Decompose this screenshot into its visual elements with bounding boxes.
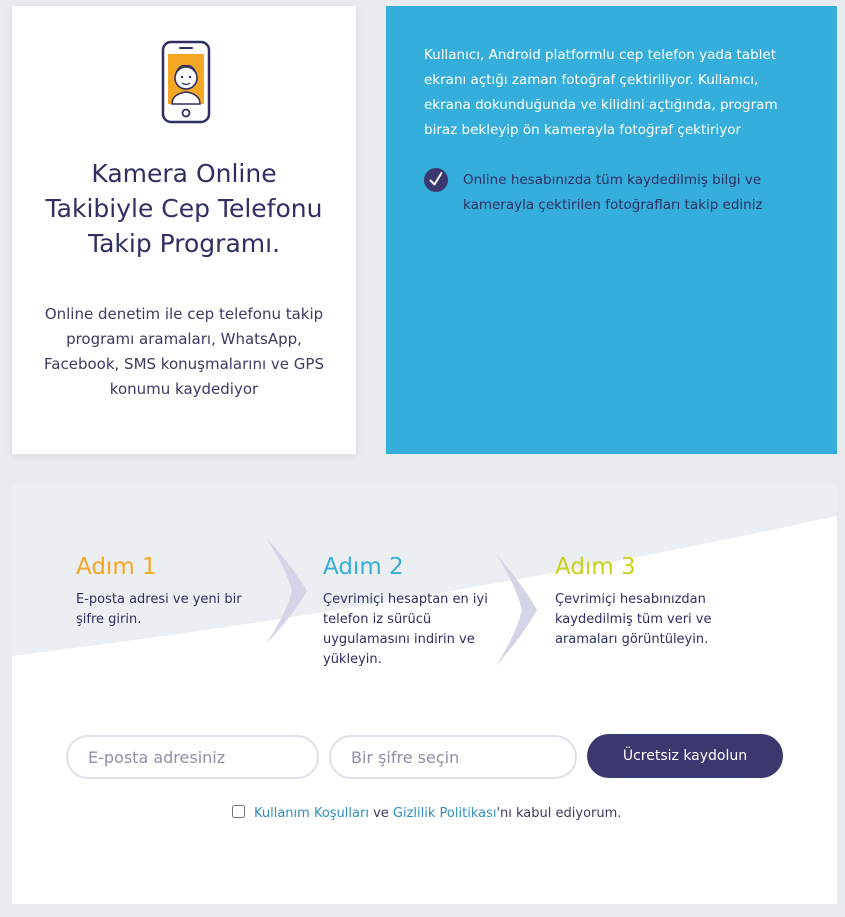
chevron-right-icon: [264, 538, 310, 644]
password-input[interactable]: [329, 735, 577, 779]
step-3-description: Çevrimiçi hesabınızdan kaydedilmiş tüm veri ve aramaları görüntüleyin.: [555, 592, 712, 647]
step-2-description: Çevrimiçi hesaptan en iyi telefon iz sürücü uygulamasını indirin ve yükleyin.: [323, 592, 488, 667]
page-title: Kamera Online Takibiyle Cep Telefonu Takip Programı.: [45, 159, 323, 258]
feature-card: [386, 6, 837, 454]
step-2: [323, 552, 503, 670]
check-circle-icon: [424, 168, 448, 192]
phone-face-icon: [160, 40, 212, 124]
signup-button[interactable]: Ücretsiz kaydolun: [587, 734, 783, 778]
step-3-title: Adım 3: [555, 554, 636, 580]
privacy-policy-link[interactable]: Gizlilik Politikası: [392, 806, 497, 821]
check-item-text: Online hesabınızda tüm kaydedilmiş bilgi ve kamerayla çektirilen fotoğrafları takip ediniz: [463, 172, 763, 213]
signup-section: [12, 484, 837, 904]
feature-description: Kullanıcı, Android platformlu cep telefon yada tablet ekranı açtığı zaman fotoğraf çektiriliyor. Kullanıcı, ekrana dokunduğunda ve kilidini açtığında, program biraz bekleyip ön kamerayla fotoğraf çektiriyor: [424, 47, 778, 138]
email-input[interactable]: [66, 735, 319, 779]
terms-connector: ve: [368, 806, 393, 821]
terms-checkbox[interactable]: [232, 805, 245, 818]
step-3: [555, 552, 745, 650]
terms-suffix: 'nı kabul ediyorum.: [496, 806, 622, 821]
intro-card: [12, 6, 356, 454]
terms-text: [254, 806, 621, 821]
terms-of-use-link[interactable]: Kullanım Koşulları: [254, 806, 369, 821]
chevron-right-icon: [494, 554, 540, 666]
step-1-title: Adım 1: [76, 554, 157, 580]
step-2-title: Adım 2: [323, 554, 404, 580]
step-1-description: E-posta adresi ve yeni bir şifre girin.: [76, 592, 242, 627]
step-1: [76, 552, 266, 630]
intro-description: Online denetim ile cep telefonu takip programı aramaları, WhatsApp, Facebook, SMS konuşmalarını ve GPS konumu kaydediyor: [44, 305, 324, 398]
